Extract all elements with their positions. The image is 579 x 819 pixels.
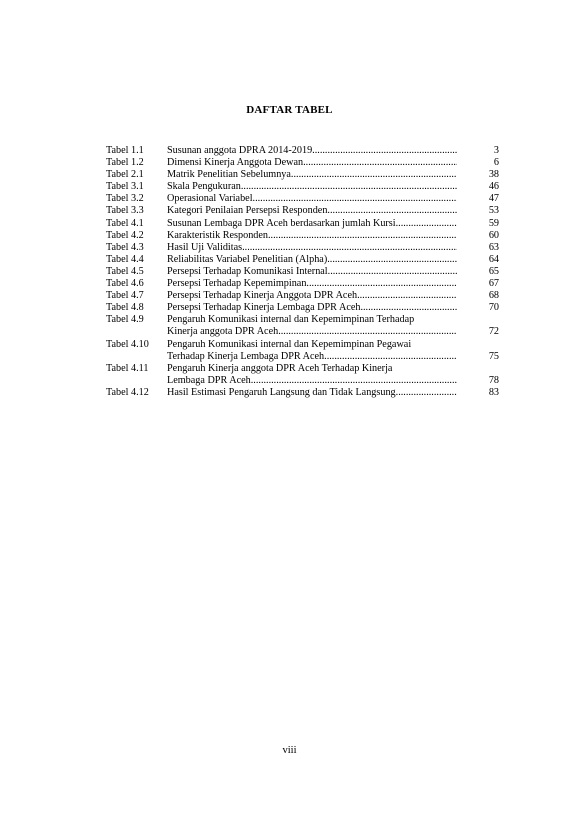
table-number: Tabel 4.10	[106, 338, 149, 350]
table-number: Tabel 4.4	[106, 253, 144, 265]
toc-entry	[106, 363, 506, 387]
page-number: 63	[488, 241, 499, 253]
dot-leader	[268, 230, 457, 242]
toc-entry	[106, 290, 506, 302]
table-caption	[167, 339, 457, 363]
page-number: 72	[488, 326, 499, 338]
caption-text: Operasional Variabel	[167, 193, 253, 205]
caption-line	[167, 387, 457, 399]
table-caption	[167, 157, 457, 169]
table-caption	[167, 363, 457, 387]
page-number: 78	[488, 374, 499, 386]
dot-leader	[357, 290, 457, 302]
caption-text: Matrik Penelitian Sebelumnya	[167, 169, 291, 181]
dot-leader	[278, 326, 457, 338]
caption-text: Reliabilitas Variabel Penelitian (Alpha)	[167, 253, 328, 265]
caption-line	[167, 278, 457, 290]
page-title: DAFTAR TABEL	[246, 104, 333, 116]
caption-line	[167, 218, 457, 230]
caption-line	[167, 363, 457, 375]
page-number: 75	[488, 350, 499, 362]
toc-entry	[106, 278, 506, 290]
caption-line	[167, 314, 457, 326]
caption-text: Persepsi Terhadap Kinerja Anggota DPR Aceh	[167, 290, 358, 302]
table-number: Tabel 4.6	[106, 278, 144, 290]
dot-leader	[251, 375, 457, 387]
caption-text: Persepsi Terhadap Komunikasi Internal	[167, 265, 328, 277]
page-number: 38	[488, 169, 499, 181]
dot-leader	[360, 302, 457, 314]
caption-text: Lembaga DPR Aceh	[167, 374, 251, 386]
toc-entry	[106, 169, 506, 181]
table-caption	[167, 254, 457, 266]
page-number: 65	[488, 265, 499, 277]
toc-entry	[106, 314, 506, 338]
page-number: 60	[488, 229, 499, 241]
table-number: Tabel 1.1	[106, 145, 144, 156]
page-number: 67	[488, 278, 499, 290]
table-number: Tabel 3.2	[106, 193, 144, 205]
toc-entry	[106, 218, 506, 230]
toc-entry	[106, 205, 506, 217]
caption-line	[167, 242, 457, 254]
toc-entry	[106, 387, 506, 399]
dot-leader	[242, 242, 457, 254]
caption-text: Hasil Uji Validitas	[167, 241, 243, 253]
dot-leader	[327, 254, 457, 266]
caption-text: Pengaruh Komunikasi internal dan Kepemimpinan Terhadap	[167, 314, 415, 326]
table-number: Tabel 3.3	[106, 205, 144, 217]
page-number: 6	[493, 157, 499, 169]
dot-leader	[253, 193, 457, 205]
caption-text: Hasil Estimasi Pengaruh Langsung dan Tidak Langsung	[167, 386, 396, 398]
page-number: 83	[488, 386, 499, 398]
table-number: Tabel 2.1	[106, 169, 144, 181]
page-number: 64	[488, 253, 499, 265]
page-number: 47	[488, 193, 499, 205]
dot-leader	[291, 169, 457, 181]
table-caption	[167, 314, 457, 338]
caption-text: Persepsi Terhadap Kepemimpinan	[167, 278, 307, 290]
caption-text: Pengaruh Kinerja anggota DPR Aceh Terhadap Kinerja	[167, 362, 393, 374]
caption-line	[167, 375, 457, 387]
caption-line	[167, 326, 457, 338]
caption-line	[167, 290, 457, 302]
page-number: 46	[488, 181, 499, 193]
table-caption	[167, 278, 457, 290]
page-number: 59	[488, 217, 499, 229]
caption-text: Skala Pengukuran	[167, 181, 241, 193]
toc-entry	[106, 157, 506, 169]
table-number: Tabel 4.11	[106, 362, 149, 374]
dot-leader	[303, 157, 457, 169]
page-number: 3	[493, 145, 499, 156]
table-caption	[167, 266, 457, 278]
table-caption	[167, 230, 457, 242]
caption-line	[167, 266, 457, 278]
table-number: Tabel 4.5	[106, 265, 144, 277]
table-number: Tabel 4.7	[106, 290, 144, 302]
caption-line	[167, 205, 457, 217]
caption-line	[167, 339, 457, 351]
table-caption	[167, 181, 457, 193]
table-number: Tabel 4.3	[106, 241, 144, 253]
toc-entry	[106, 145, 506, 157]
caption-line	[167, 145, 457, 157]
table-caption	[167, 387, 457, 399]
table-caption	[167, 218, 457, 230]
caption-text: Persepsi Terhadap Kinerja Lembaga DPR Aceh	[167, 302, 361, 314]
table-caption	[167, 145, 457, 157]
caption-line	[167, 230, 457, 242]
table-number: Tabel 4.12	[106, 386, 149, 398]
toc-entry	[106, 266, 506, 278]
dot-leader	[327, 205, 457, 217]
table-caption	[167, 290, 457, 302]
table-number: Tabel 4.2	[106, 229, 144, 241]
table-caption	[167, 169, 457, 181]
caption-text: Pengaruh Komunikasi internal dan Kepemimpinan Pegawai	[167, 338, 412, 350]
page-number: 68	[488, 290, 499, 302]
caption-line	[167, 169, 457, 181]
caption-text: Kinerja anggota DPR Aceh	[167, 326, 279, 338]
dot-leader	[306, 278, 457, 290]
toc-entry	[106, 339, 506, 363]
caption-text: Dimensi Kinerja Anggota Dewan	[167, 157, 304, 169]
caption-text: Terhadap Kinerja Lembaga DPR Aceh	[167, 350, 325, 362]
toc-entry	[106, 242, 506, 254]
table-number: Tabel 1.2	[106, 157, 144, 169]
caption-line	[167, 302, 457, 314]
caption-line	[167, 193, 457, 205]
table-number: Tabel 4.8	[106, 302, 144, 314]
dot-leader	[396, 218, 457, 230]
table-caption	[167, 242, 457, 254]
toc-entry	[106, 181, 506, 193]
table-number: Tabel 4.9	[106, 314, 144, 326]
caption-text: Kategori Penilaian Persepsi Responden	[167, 205, 328, 217]
table-of-contents-list	[106, 145, 506, 399]
dot-leader	[324, 351, 457, 363]
toc-entry	[106, 230, 506, 242]
dot-leader	[312, 145, 457, 157]
dot-leader	[328, 266, 457, 278]
table-caption	[167, 205, 457, 217]
caption-text: Karakteristik Responden	[167, 229, 268, 241]
table-number: Tabel 4.1	[106, 217, 144, 229]
table-caption	[167, 193, 457, 205]
caption-text: Susunan Lembaga DPR Aceh berdasarkan jumlah Kursi	[167, 217, 396, 229]
toc-entry	[106, 254, 506, 266]
page-number-footer: viii	[282, 745, 297, 756]
table-caption	[167, 302, 457, 314]
caption-text: Susunan anggota DPRA 2014-2019	[167, 145, 313, 156]
caption-line	[167, 181, 457, 193]
caption-line	[167, 351, 457, 363]
page-number: 53	[488, 205, 499, 217]
table-number: Tabel 3.1	[106, 181, 144, 193]
caption-line	[167, 157, 457, 169]
toc-entry	[106, 302, 506, 314]
page-number: 70	[488, 302, 499, 314]
dot-leader	[241, 181, 457, 193]
caption-line	[167, 254, 457, 266]
dot-leader	[396, 387, 457, 399]
toc-entry	[106, 193, 506, 205]
